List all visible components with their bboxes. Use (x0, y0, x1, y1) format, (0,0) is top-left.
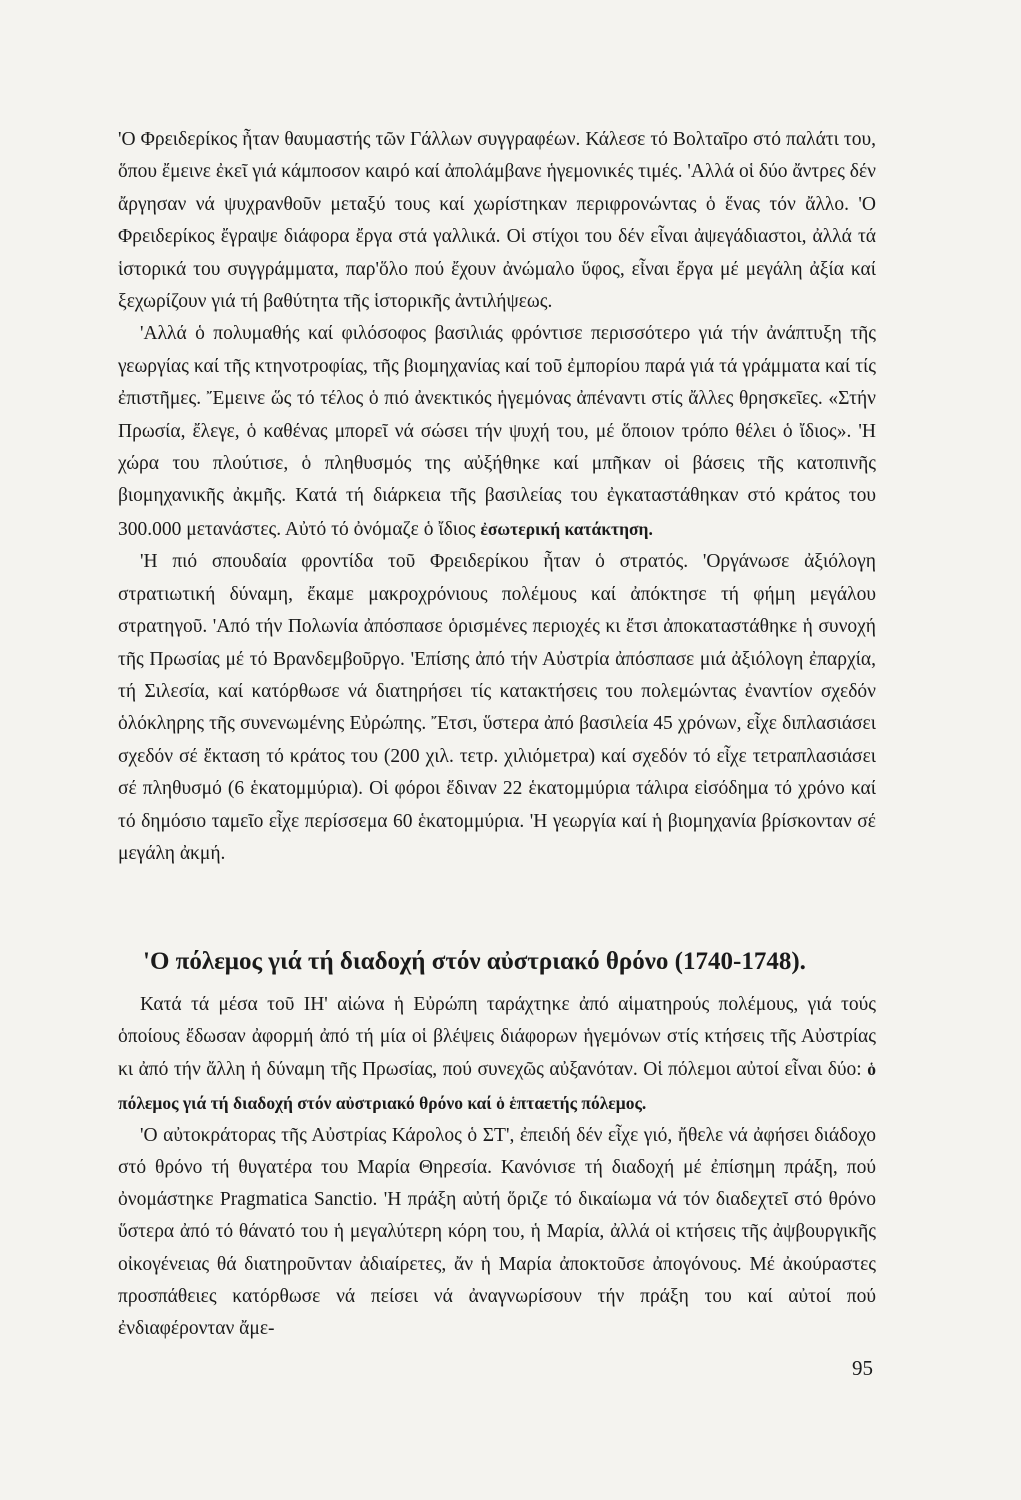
paragraph: 'Η πιό σπουδαία φροντίδα τοῦ Φρειδερίκου ἦταν ὁ στρατός. 'Οργάνωσε ἀξιόλογη στρατιωτική δύναμη, ἔκαμε μακροχρόνιους πολέμους καί ἀπόκτησε τή φήμη μεγάλου στρατηγοῦ. 'Από τήν Πολωνία ἀπόσπασε ὁρισμένες περιοχές κι ἔτσι ἀποκαταστάθηκε ἡ συνοχή τῆς Πρωσίας μέ τό Βρανδεμβοῦργο. 'Επίσης ἀπό τήν Αὐστρία ἀπόσπασε μιά ἀξιόλογη ἐπαρχία, τή Σιλεσία, καί κατόρθωσε νά διατηρήσει τίς κατακτήσεις του πολεμώντας ἐναντίον σχεδόν ὁλόκληρης τῆς συνενωμένης Εὐρώπης. Ἔτσι, ὕστερα ἀπό βασιλεία 45 χρόνων, εἶχε διπλασιάσει σχεδόν σέ ἔκταση τό κράτος του (200 χιλ. τετρ. χιλιόμετρα) καί σχεδόν τό εἶχε τετραπλασιάσει σέ πληθυσμό (6 ἑκατομμύρια). Οἱ φόροι ἔδιναν 22 ἑκατομμύρια τάλιρα εἰσόδημα τό χρόνο καί τό δημόσιο ταμεῖο εἶχε περίσσεμα 60 ἑκατομμύρια. 'Η γεωργία καί ἡ βιομηχανία βρίσκονταν σέ μεγάλη ἀκμή. (118, 551, 876, 864)
section-austrian-succession (118, 989, 876, 1345)
paragraph-text: 'Αλλά ὁ πολυμαθής καί φιλόσοφος βασιλιάς φρόντισε περισσότερο γιά τήν ἀνάπτυξη τῆς γεωργίας καί τῆς κτηνοτροφίας, τῆς βιομηχανίας καί τοῦ ἐμπορίου παρά γιά τά γράμματα καί τίς ἐπιστῆμες. Ἔμεινε ὥς τό τέλος ὁ πιό ἀνεκτικός ἡγεμόνας ἀπέναντι στίς ἄλλες θρησκεῖες. «Στήν Πρωσία, ἔλεγε, ὁ καθένας μπορεῖ νά σώσει τήν ψυχή του, μέ ὅποιον τρόπο θέλει ὁ ἴδιος». 'Η χώρα του πλούτισε, ὁ πληθυσμός της αὐξήθηκε καί μπῆκαν οἱ βάσεις τῆς κατοπινῆς βιομηχανικῆς ἀκμῆς. Κατά τή διάρκεια τῆς βασιλείας του ἐγκαταστάθηκαν στό κράτος του 300.000 μετανάστες. Αὐτό τό ὀνόμαζε ὁ ἴδιος (118, 323, 876, 540)
paragraph-text: Κατά τά μέσα τοῦ ΙΗ' αἰώνα ἡ Εὐρώπη ταράχτηκε ἀπό αἱματηρούς πολέμους, γιά τούς ὁποίους ἔδωσαν ἀφορμή ἀπό τή μία οἱ βλέψεις διάφορων ἡγεμόνων στίς κτήσεις τῆς Αὐστρίας κι ἀπό τήν ἄλλη ἡ δύναμη τῆς Πρωσίας, πού συνεχῶς αὐξανόταν. Οἱ πόλεμοι αὐτοί εἶναι δύο: (118, 994, 876, 1081)
paragraph: 'Ο Φρειδερίκος ἦταν θαυμαστής τῶν Γάλλων συγγραφέων. Κάλεσε τό Βολταῖρο στό παλάτι του, ὅπου ἔμεινε ἐκεῖ γιά κάμποσον καιρό καί ἀπολάμβανε ἡγεμονικές τιμές. 'Αλλά οἱ δύο ἄντρες δέν ἄργησαν νά ψυχρανθοῦν μεταξύ τους καί χωρίστηκαν περιφρονώντας ὁ ἕνας τόν ἄλλο. 'Ο Φρειδερίκος ἔγραψε διάφορα ἔργα στά γαλλικά. Οἱ στίχοι του δέν εἶναι ἀψεγάδιαστοι, ἀλλά τά ἱστορικά του συγγράμματα, παρ'ὅλο πού ἔχουν ἀνώμαλο ὕφος, εἶναι ἔργα μέ μεγάλη ἀξία καί ξεχωρίζουν γιά τή βαθύτητα τῆς ἱστορικῆς ἀντιλήψεως. (118, 129, 876, 313)
emphasis-text: ἐσωτερική κατάκτηση. (480, 518, 653, 539)
page-number: 95 (852, 1356, 873, 1380)
paragraph (118, 318, 876, 546)
section-frederick-reign (118, 124, 876, 870)
paragraph (118, 989, 876, 1120)
section-heading: 'Ο πόλεμος γιά τή διαδοχή στόν αὐστριακό θρόνο (1740-1748). (143, 948, 806, 975)
emphasis-text: ὁ πόλεμος γιά τή διαδοχή στόν αὐστριακό θρόνο καί ὁ ἑπταετής πόλεμος. (118, 1059, 876, 1113)
paragraph: 'Ο αὐτοκράτορας τῆς Αὐστρίας Κάρολος ὁ ΣΤ', ἐπειδή δέν εἶχε γιό, ἤθελε νά ἀφήσει διάδοχο στό θρόνο τή θυγατέρα του Μαρία Θηρεσία. Κανόνισε τή διαδοχή μέ ἐπίσημη πράξη, πού ὀνομάστηκε Pragmatica Sanctio. 'Η πράξη αὐτή ὅριζε τό δικαίωμα νά τόν διαδεχτεῖ στό θρόνο ὕστερα ἀπό τό θάνατό του ἡ μεγαλύτερη κόρη του, ἡ Μαρία, ἀλλά οἱ κτήσεις τῆς ἀψβουργικῆς οἰκογένειας θά διατηροῦνταν ἀδιαίρετες, ἄν ἡ Μαρία ἀποκτοῦσε ἀπογόνους. Μέ ἀκούραστες προσπάθειες κατόρθωσε νά πείσει νά ἀναγνωρίσουν τήν πράξη του καί αὐτοί πού ἐνδιαφέρονταν ἄμε- (118, 1124, 876, 1340)
